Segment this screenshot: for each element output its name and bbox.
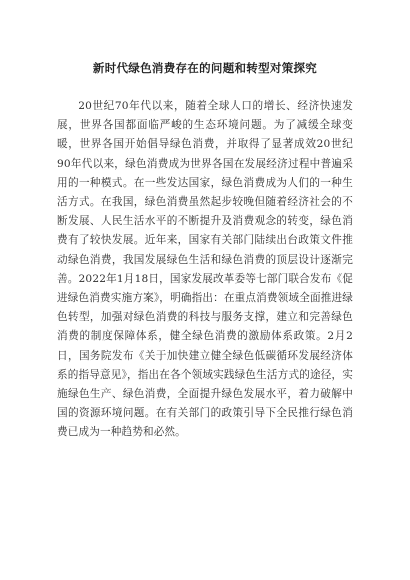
body-paragraph: 20世纪70年代以来，随着全球人口的增长、经济快速发展，世界各国都面临严峻的生态环境问题。为了减缓全球变暖，世界各国开始倡导绿色消费，并取得了显著成效20世纪90年代以来，绿色消费成为世界各国在发展经济过程中普遍采用的一种模式。在一些发达国家，绿色消费成为人们的一种生活方式。在我国，绿色消费虽然起步较晚但随着经济社会的不断发展、人民生活水平的不断提升及消费观念的转变，绿色消费有了较快发展。近年来，国家有关部门陆续出台政策文件推动绿色消费，我国发展绿色生活和绿色消费的顶层设计逐渐完善。2022年1月18日，国家发展改革委等七部门联合发布《促进绿色消费实施方案》，明确指出：在重点消费领域全面推进绿色转型，加强对绿色消费的科技与服务支撑，建立和完善绿色消费的制度保障体系，健全绿色消费的激励体系政策。2月2日，国务院发布《关于加快建立健全绿色低碳循环发展经济体系的指导意见》，指出在各个领域实践绿色生活方式的途径，实施绿色生产、绿色消费，全面提升绿色发展水平，着力破解中国的资源环境问题。在有关部门的政策引导下全民推行绿色消费已成为一种趋势和必然。 [57, 100, 353, 439]
document-title: 新时代绿色消费存在的问题和转型对策探究 [92, 61, 318, 75]
